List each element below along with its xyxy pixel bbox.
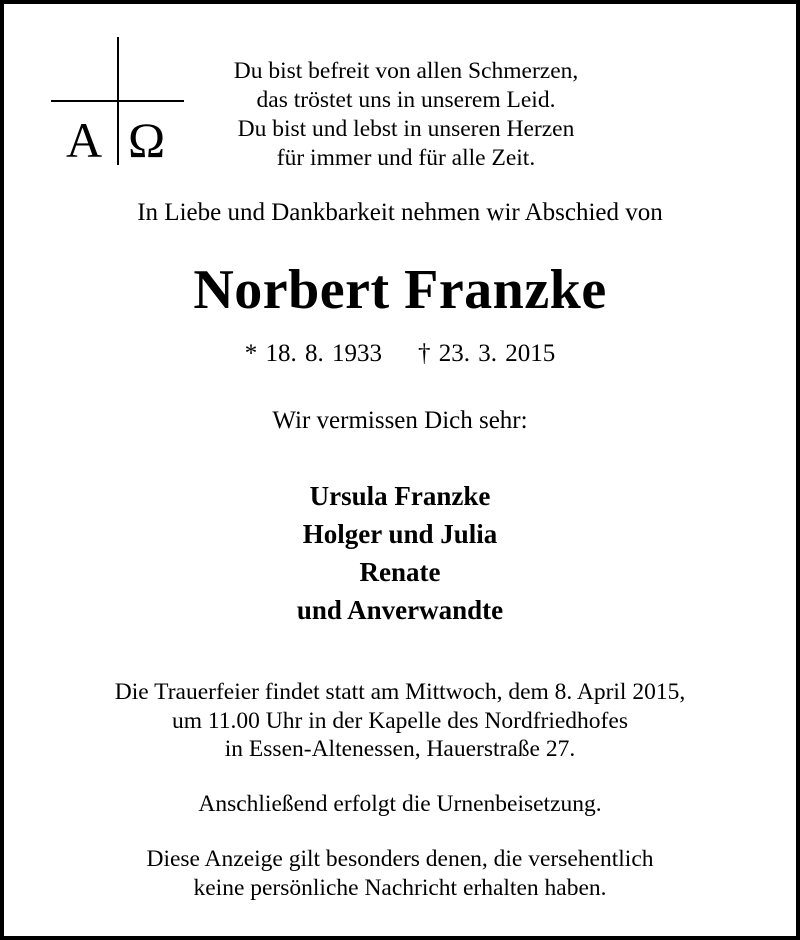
family-member: und Anverwandte xyxy=(296,595,504,625)
death-date: † 23. 3. 2015 xyxy=(418,340,556,367)
birth-date: * 18. 8. 1933 xyxy=(244,340,382,367)
omega-symbol: Ω xyxy=(128,112,166,168)
poem-line: Du bist und lebst in unseren Herzen xyxy=(237,116,575,142)
poem xyxy=(206,57,606,173)
poem-line: das tröstet uns in unserem Leid. xyxy=(256,87,556,113)
alpha-symbol: A xyxy=(66,112,103,168)
ceremony-line: in Essen-Altenessen, Hauerstraße 27. xyxy=(224,736,576,762)
notice-line: Diese Anzeige gilt besonders denen, die versehentlich xyxy=(146,846,654,872)
deceased-name: Norbert Franzke xyxy=(193,259,607,321)
notice-line: keine persönliche Nachricht erhalten haben. xyxy=(193,874,607,901)
family-member: Renate xyxy=(359,557,441,587)
life-dates xyxy=(0,338,800,370)
poem-line: Du bist befreit von allen Schmerzen, xyxy=(233,58,579,84)
poem-line: für immer und für alle Zeit. xyxy=(276,145,536,171)
cross-horizontal-line xyxy=(51,100,184,102)
farewell-intro: In Liebe und Dankbarkeit nehmen wir Abschied von xyxy=(137,199,663,226)
ceremony-line: um 11.00 Uhr in der Kapelle des Nordfriedhofes xyxy=(172,707,628,734)
ceremony-line: Die Trauerfeier findet statt am Mittwoch, dem 8. April 2015, xyxy=(114,679,686,705)
urn-burial-info: Anschließend erfolgt die Urnenbeisetzung. xyxy=(198,791,602,817)
ceremony-info xyxy=(0,678,800,764)
family-member: Holger und Julia xyxy=(302,519,498,549)
family-list xyxy=(0,477,800,629)
miss-text: Wir vermissen Dich sehr: xyxy=(272,407,528,434)
family-member: Ursula Franzke xyxy=(309,481,491,511)
notice-text xyxy=(0,845,800,902)
